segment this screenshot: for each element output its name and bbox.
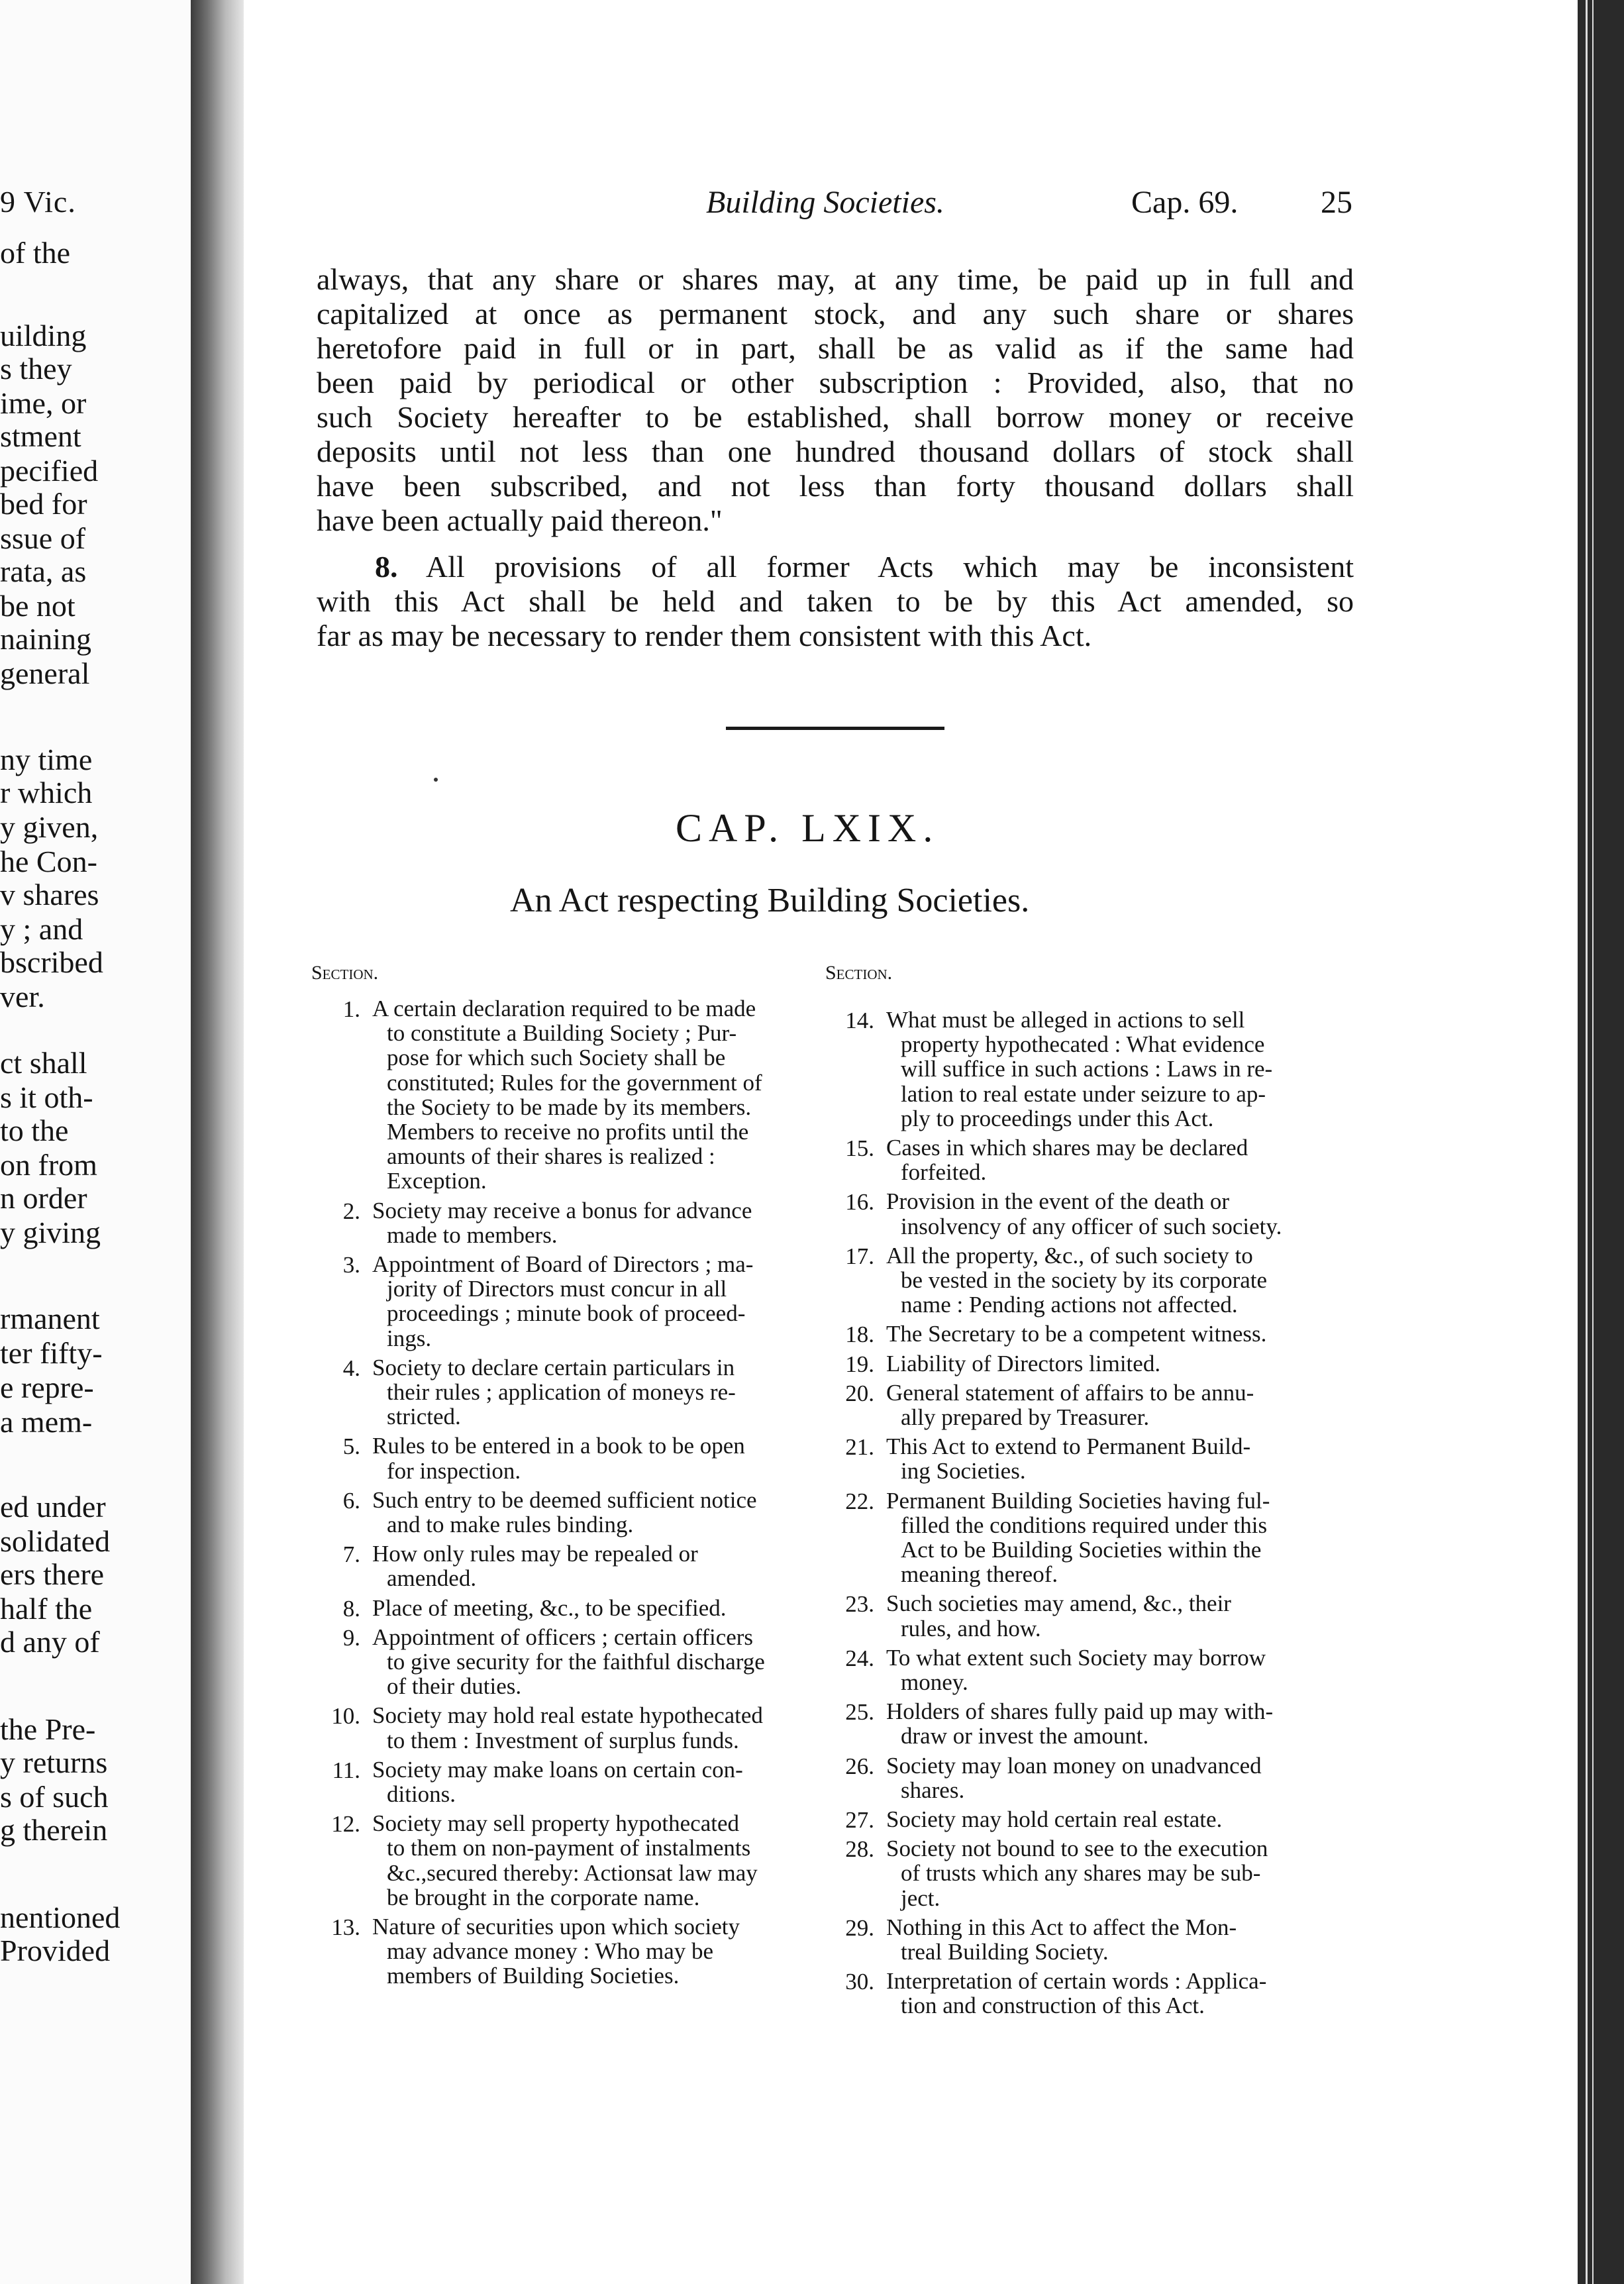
contents-entry-line: amended.: [387, 1565, 477, 1592]
paragraph-line: heretofore paid in full or in part, shall be as valid as if the same had: [317, 331, 1354, 365]
contents-entry-line: Nature of securities upon which society: [372, 1914, 740, 1940]
section-8-first-line: [375, 550, 1354, 584]
contents-entry-line: Society not bound to see to the execution: [886, 1836, 1268, 1862]
contents-entry-line: This Act to extend to Permanent Build-: [886, 1433, 1251, 1460]
previous-page-line: bscribed: [0, 945, 103, 979]
contents-entry-line: Society may hold real estate hypothecated: [372, 1702, 763, 1729]
contents-entry: [825, 1008, 1342, 1131]
contents-entry-line: to them : Investment of surplus funds.: [387, 1727, 739, 1753]
previous-page-line: be not: [0, 589, 76, 623]
contents-entry: [825, 1135, 1342, 1184]
paragraph-line: have been subscribed, and not less than forty thousand dollars shall: [317, 469, 1354, 503]
contents-entry-line: to them on non-payment of instalments: [387, 1835, 751, 1861]
contents-entry-text: [886, 1135, 1337, 1184]
contents-entry-text: [372, 1433, 823, 1482]
previous-page-line: the Pre-: [0, 1712, 96, 1746]
contents-section-number: 18.: [845, 1322, 874, 1348]
contents-entry-line: Society may make loans on certain con-: [372, 1756, 743, 1783]
contents-entry-line: ply to proceedings under this Act.: [901, 1105, 1214, 1131]
contents-entry: [311, 1198, 828, 1247]
page-edge-line: [1592, 0, 1594, 2284]
contents-entry-line: their rules ; application of moneys re-: [387, 1379, 736, 1405]
contents-section-number: 3.: [342, 1252, 360, 1278]
contents-section-number: 26.: [845, 1753, 874, 1779]
contents-entry-line: made to members.: [387, 1221, 558, 1248]
contents-entry-text: [372, 1811, 823, 1910]
contents-entry-text: [372, 1596, 823, 1620]
contents-section-number: 20.: [845, 1380, 874, 1406]
previous-page-line: ct shall: [0, 1046, 87, 1080]
page-number: 25: [1321, 185, 1352, 220]
contents-entry-text: [886, 1380, 1337, 1429]
contents-entry-line: ings.: [387, 1325, 432, 1351]
contents-entry-text: [886, 1243, 1337, 1318]
contents-section-number: 2.: [342, 1198, 360, 1224]
contents-entry-text: [372, 1355, 823, 1429]
contents-entry-text: [372, 1198, 823, 1247]
contents-entry: [825, 1807, 1342, 1832]
contents-entry-line: tion and construction of this Act.: [901, 1993, 1205, 2019]
paragraph-line: far as may be necessary to render them consistent with this Act.: [317, 619, 1092, 652]
previous-page-line: a mem-: [0, 1405, 93, 1439]
paragraph-line: deposits until not less than one hundred thousand dollars of stock shall: [317, 435, 1354, 468]
contents-section-number: 23.: [845, 1591, 874, 1618]
previous-page-line: y given,: [0, 810, 99, 844]
print-speck: [434, 778, 438, 782]
contents-section-number: 15.: [845, 1135, 874, 1161]
contents-entry-line: property hypothecated : What evidence: [901, 1031, 1265, 1058]
contents-entry-line: Exception.: [387, 1168, 487, 1194]
running-head-title: Building Societies.: [706, 185, 944, 220]
contents-entry-line: shares.: [901, 1777, 965, 1803]
contents-entry-line: constituted; Rules for the government of: [387, 1069, 762, 1096]
previous-page-line: stment: [0, 419, 81, 453]
contents-entry-text: [886, 1753, 1337, 1802]
contents-entry: [825, 1380, 1342, 1429]
contents-entry-line: Rules to be entered in a book to be open: [372, 1433, 745, 1459]
contents-entry-line: Society may receive a bonus for advance: [372, 1197, 752, 1223]
previous-page-line: on from: [0, 1148, 97, 1182]
contents-section-number: 28.: [845, 1836, 874, 1863]
contents-entry-line: Appointment of officers ; certain officers: [372, 1624, 754, 1650]
contents-entry: [311, 1355, 828, 1429]
contents-entry-text: [372, 1914, 823, 1989]
contents-entry: [825, 1699, 1342, 1748]
contents-entry: [825, 1351, 1342, 1376]
previous-page-line: d any of: [0, 1625, 100, 1659]
contents-entry: [311, 1252, 828, 1351]
contents-entry: [311, 1541, 828, 1590]
act-title: An Act respecting Building Societies.: [510, 882, 1030, 919]
previous-page-line: pecified: [0, 454, 99, 488]
contents-entry-text: [372, 1541, 823, 1590]
contents-entry: [311, 1433, 828, 1482]
contents-entry-text: [886, 1488, 1337, 1587]
contents-entry: [825, 1836, 1342, 1910]
previous-page-line: ter fifty-: [0, 1336, 103, 1370]
contents-entry: [311, 1703, 828, 1752]
contents-entry-line: All the property, &c., of such society to: [886, 1242, 1253, 1269]
previous-page-line: ny time: [0, 743, 93, 776]
contents-entry-line: money.: [901, 1669, 968, 1695]
contents-entry-line: A certain declaration required to be made: [372, 996, 756, 1021]
contents-entry: [311, 1625, 828, 1699]
previous-page-line: r which: [0, 776, 93, 809]
contents-entry-line: name : Pending actions not affected.: [901, 1292, 1238, 1318]
book-gutter: [191, 0, 244, 2284]
contents-entry-text: [886, 1008, 1337, 1131]
contents-entry: [825, 1753, 1342, 1802]
contents-entry-text: [372, 1252, 823, 1351]
previous-page-line: s it oth-: [0, 1080, 93, 1114]
previous-page-line: ver.: [0, 980, 45, 1013]
contents-section-number: 7.: [342, 1541, 360, 1568]
section-8-text: All provisions of all former Acts which may be inconsistent: [425, 550, 1354, 584]
paragraph-line: have been actually paid thereon.": [317, 503, 723, 537]
contents-entry-line: filled the conditions required under this: [901, 1512, 1268, 1538]
contents-entry-line: for inspection.: [387, 1457, 521, 1484]
previous-page-line: of the: [0, 236, 71, 270]
page-edge-stack: [1578, 0, 1624, 2284]
contents-entry-line: The Secretary to be a competent witness.: [886, 1321, 1267, 1347]
running-head-chapter: Cap. 69.: [1131, 185, 1239, 220]
contents-entry-line: Liability of Directors limited.: [886, 1350, 1161, 1376]
contents-entry: [825, 1915, 1342, 1964]
paragraph-line: been paid by periodical or other subscription : Provided, also, that no: [317, 366, 1354, 399]
previous-page-line: half the: [0, 1592, 93, 1626]
contents-entry-line: be brought in the corporate name.: [387, 1884, 700, 1910]
contents-entry-line: proceedings ; minute book of proceed-: [387, 1300, 746, 1327]
contents-entry-line: to give security for the faithful discharge: [387, 1649, 765, 1675]
contents-entry: [825, 1189, 1342, 1238]
previous-page-line: uilding: [0, 319, 87, 352]
contents-entry-line: jority of Directors must concur in all: [387, 1276, 727, 1302]
contents-entry-line: Society may hold certain real estate.: [886, 1806, 1223, 1832]
contents-entry-line: General statement of affairs to be annu-: [886, 1379, 1254, 1406]
contents-entry: [825, 1969, 1342, 2018]
contents-entry: [825, 1243, 1342, 1318]
contents-entry-line: How only rules may be repealed or: [372, 1541, 698, 1567]
previous-page-line: y ; and: [0, 912, 83, 946]
paragraph-line: with this Act shall be held and taken to be by this Act amended, so: [317, 584, 1354, 618]
previous-page-line: ime, or: [0, 386, 87, 420]
contents-entry-line: stricted.: [387, 1404, 461, 1430]
contents-column-header-left: Section.: [311, 962, 379, 984]
previous-page-line: n order: [0, 1181, 87, 1215]
contents-column-header-right: Section.: [825, 962, 893, 984]
contents-section-number: 9.: [342, 1624, 360, 1651]
contents-entry-text: [372, 996, 823, 1194]
contents-entry-text: [372, 1488, 823, 1537]
previous-page-line: s they: [0, 352, 72, 386]
contents-entry-text: [372, 1625, 823, 1699]
contents-entry-line: Cases in which shares may be declared: [886, 1135, 1248, 1161]
contents-entry-line: Society may loan money on unadvanced: [886, 1752, 1262, 1779]
previous-page-line: bed for: [0, 487, 87, 521]
previous-page-line: Provided: [0, 1934, 111, 1967]
contents-entry-text: [886, 1351, 1337, 1376]
contents-entry-line: draw or invest the amount.: [901, 1723, 1149, 1749]
contents-entry-text: [886, 1591, 1337, 1640]
contents-entry-line: of their duties.: [387, 1673, 522, 1700]
previous-page-line: e repre-: [0, 1371, 94, 1404]
contents-entry: [311, 996, 828, 1194]
contents-entry-line: Society to declare certain particulars in: [372, 1354, 735, 1380]
contents-entry-line: Permanent Building Societies having ful-: [886, 1487, 1270, 1514]
contents-entry-line: members of Building Societies.: [387, 1963, 680, 1989]
contents-entry-line: Interpretation of certain words : Applica-: [886, 1968, 1267, 1995]
previous-page-line: naining: [0, 622, 91, 656]
previous-page-line: ed under: [0, 1490, 106, 1524]
contents-section-number: 25.: [845, 1699, 874, 1726]
contents-section-number: 22.: [845, 1488, 874, 1514]
contents-entry-text: [886, 1699, 1337, 1748]
contents-entry-line: Holders of shares fully paid up may with-: [886, 1698, 1274, 1725]
contents-entry: [311, 1757, 828, 1806]
contents-entry-text: [886, 1434, 1337, 1483]
contents-entry-line: Such societies may amend, &c., their: [886, 1590, 1231, 1617]
contents-section-number: 1.: [342, 996, 360, 1022]
previous-page-line: to the: [0, 1114, 69, 1147]
chapter-heading: CAP. LXIX.: [676, 806, 940, 850]
contents-entry-text: [372, 1703, 823, 1752]
paragraph-line: such Society hereafter to be established, shall borrow money or receive: [317, 400, 1354, 434]
contents-section-number: 10.: [331, 1703, 360, 1730]
contents-entry-line: pose for which such Society shall be: [387, 1045, 726, 1071]
previous-page-running-head: 9 Vic.: [0, 185, 76, 219]
contents-entry: [825, 1434, 1342, 1483]
contents-entry-line: Appointment of Board of Directors ; ma-: [372, 1251, 754, 1277]
contents-entry: [311, 1914, 828, 1989]
previous-page-fragment: [0, 0, 191, 2284]
contents-entry-line: Nothing in this Act to affect the Mon-: [886, 1914, 1237, 1940]
contents-entry-line: Provision in the event of the death or: [886, 1188, 1230, 1215]
contents-entry-line: lation to real estate under seizure to ap-: [901, 1080, 1266, 1107]
previous-page-line: ers there: [0, 1557, 105, 1591]
contents-entry-line: be vested in the society by its corporate: [901, 1267, 1268, 1293]
contents-entry-text: [886, 1969, 1337, 2018]
contents-entry-text: [372, 1757, 823, 1806]
previous-page-line: ssue of: [0, 521, 86, 555]
contents-entry-line: ally prepared by Treasurer.: [901, 1404, 1150, 1430]
previous-page-line: he Con-: [0, 845, 97, 878]
contents-entry: [825, 1645, 1342, 1694]
contents-section-number: 24.: [845, 1645, 874, 1671]
contents-entry-line: &c.,secured thereby: Actionsat law may: [387, 1859, 758, 1886]
contents-section-number: 14.: [845, 1008, 874, 1033]
contents-entry: [825, 1591, 1342, 1640]
contents-section-number: 16.: [845, 1189, 874, 1216]
previous-page-line: s of such: [0, 1780, 109, 1814]
contents-entry-line: To what extent such Society may borrow: [886, 1644, 1266, 1671]
contents-entry-line: may advance money : Who may be: [387, 1938, 714, 1965]
contents-section-number: 11.: [332, 1757, 360, 1783]
contents-section-number: 19.: [845, 1351, 874, 1377]
previous-page-line: nentioned: [0, 1900, 121, 1934]
contents-entry-line: rules, and how.: [901, 1615, 1041, 1641]
previous-page-line: solidated: [0, 1524, 111, 1558]
contents-section-number: 30.: [845, 1969, 874, 1995]
previous-page-line: y returns: [0, 1745, 108, 1779]
contents-entry-line: forfeited.: [901, 1159, 987, 1186]
contents-entry-text: [886, 1807, 1337, 1832]
contents-entry-line: treal Building Society.: [901, 1939, 1109, 1965]
contents-section-number: 21.: [845, 1434, 874, 1461]
contents-section-number: 29.: [845, 1914, 874, 1941]
contents-entry-line: the Society to be made by its members.: [387, 1094, 752, 1120]
running-head: [245, 184, 1371, 231]
contents-entry-line: insolvency of any officer of such society.: [901, 1213, 1282, 1239]
contents-entry-text: [886, 1322, 1337, 1346]
contents-entry-line: Society may sell property hypothecated: [372, 1810, 740, 1837]
section-number: 8.: [375, 550, 398, 584]
page-edge-line: [1586, 0, 1588, 2284]
contents-entry-line: ing Societies.: [901, 1458, 1026, 1484]
contents-section-number: 13.: [331, 1914, 360, 1940]
paragraph-line: capitalized at once as permanent stock, and any such share or shares: [317, 297, 1354, 331]
contents-entry: [311, 1488, 828, 1537]
contents-entry-text: [886, 1836, 1337, 1910]
contents-section-number: 4.: [342, 1355, 360, 1381]
contents-entry-line: amounts of their shares is realized :: [387, 1143, 715, 1170]
previous-page-line: rmanent: [0, 1302, 100, 1335]
contents-entry-line: ject.: [901, 1885, 940, 1911]
contents-entry-text: [886, 1915, 1337, 1964]
contents-entry-line: Members to receive no profits until the: [387, 1119, 749, 1145]
paragraph-line: always, that any share or shares may, at any time, be paid up in full and: [317, 262, 1354, 296]
contents-entry-line: Such entry to be deemed sufficient notice: [372, 1486, 757, 1513]
contents-entry-line: to constitute a Building Society ; Pur-: [387, 1020, 737, 1047]
contents-entry-line: and to make rules binding.: [387, 1512, 634, 1537]
contents-section-number: 27.: [845, 1807, 874, 1833]
contents-entry: [825, 1488, 1342, 1587]
contents-entry-line: of trusts which any shares may be sub-: [901, 1860, 1261, 1887]
contents-entry: [311, 1811, 828, 1910]
previous-page-line: general: [0, 656, 90, 690]
contents-entry-line: Place of meeting, &c., to be specified.: [372, 1594, 727, 1621]
contents-section-number: 17.: [845, 1243, 874, 1269]
contents-section-number: 5.: [342, 1433, 360, 1460]
previous-page-line: y giving: [0, 1216, 101, 1249]
contents-section-number: 8.: [342, 1595, 360, 1622]
contents-entry-text: [886, 1189, 1337, 1238]
contents-entry: [825, 1322, 1342, 1346]
contents-entry-line: will suffice in such actions : Laws in re-: [901, 1056, 1273, 1082]
contents-section-number: 6.: [342, 1487, 360, 1514]
contents-entry-line: ditions.: [387, 1781, 456, 1807]
contents-entry-line: Act to be Building Societies within the: [901, 1537, 1262, 1563]
previous-page-line: g therein: [0, 1813, 108, 1847]
contents-section-number: 12.: [331, 1811, 360, 1838]
contents-entry-line: meaning thereof.: [901, 1561, 1058, 1588]
section-divider-rule: [726, 727, 944, 730]
contents-entry: [311, 1596, 828, 1620]
contents-entry-line: What must be alleged in actions to sell: [886, 1007, 1245, 1033]
contents-entry-text: [886, 1645, 1337, 1694]
previous-page-line: v shares: [0, 878, 99, 911]
previous-page-line: rata, as: [0, 554, 87, 588]
